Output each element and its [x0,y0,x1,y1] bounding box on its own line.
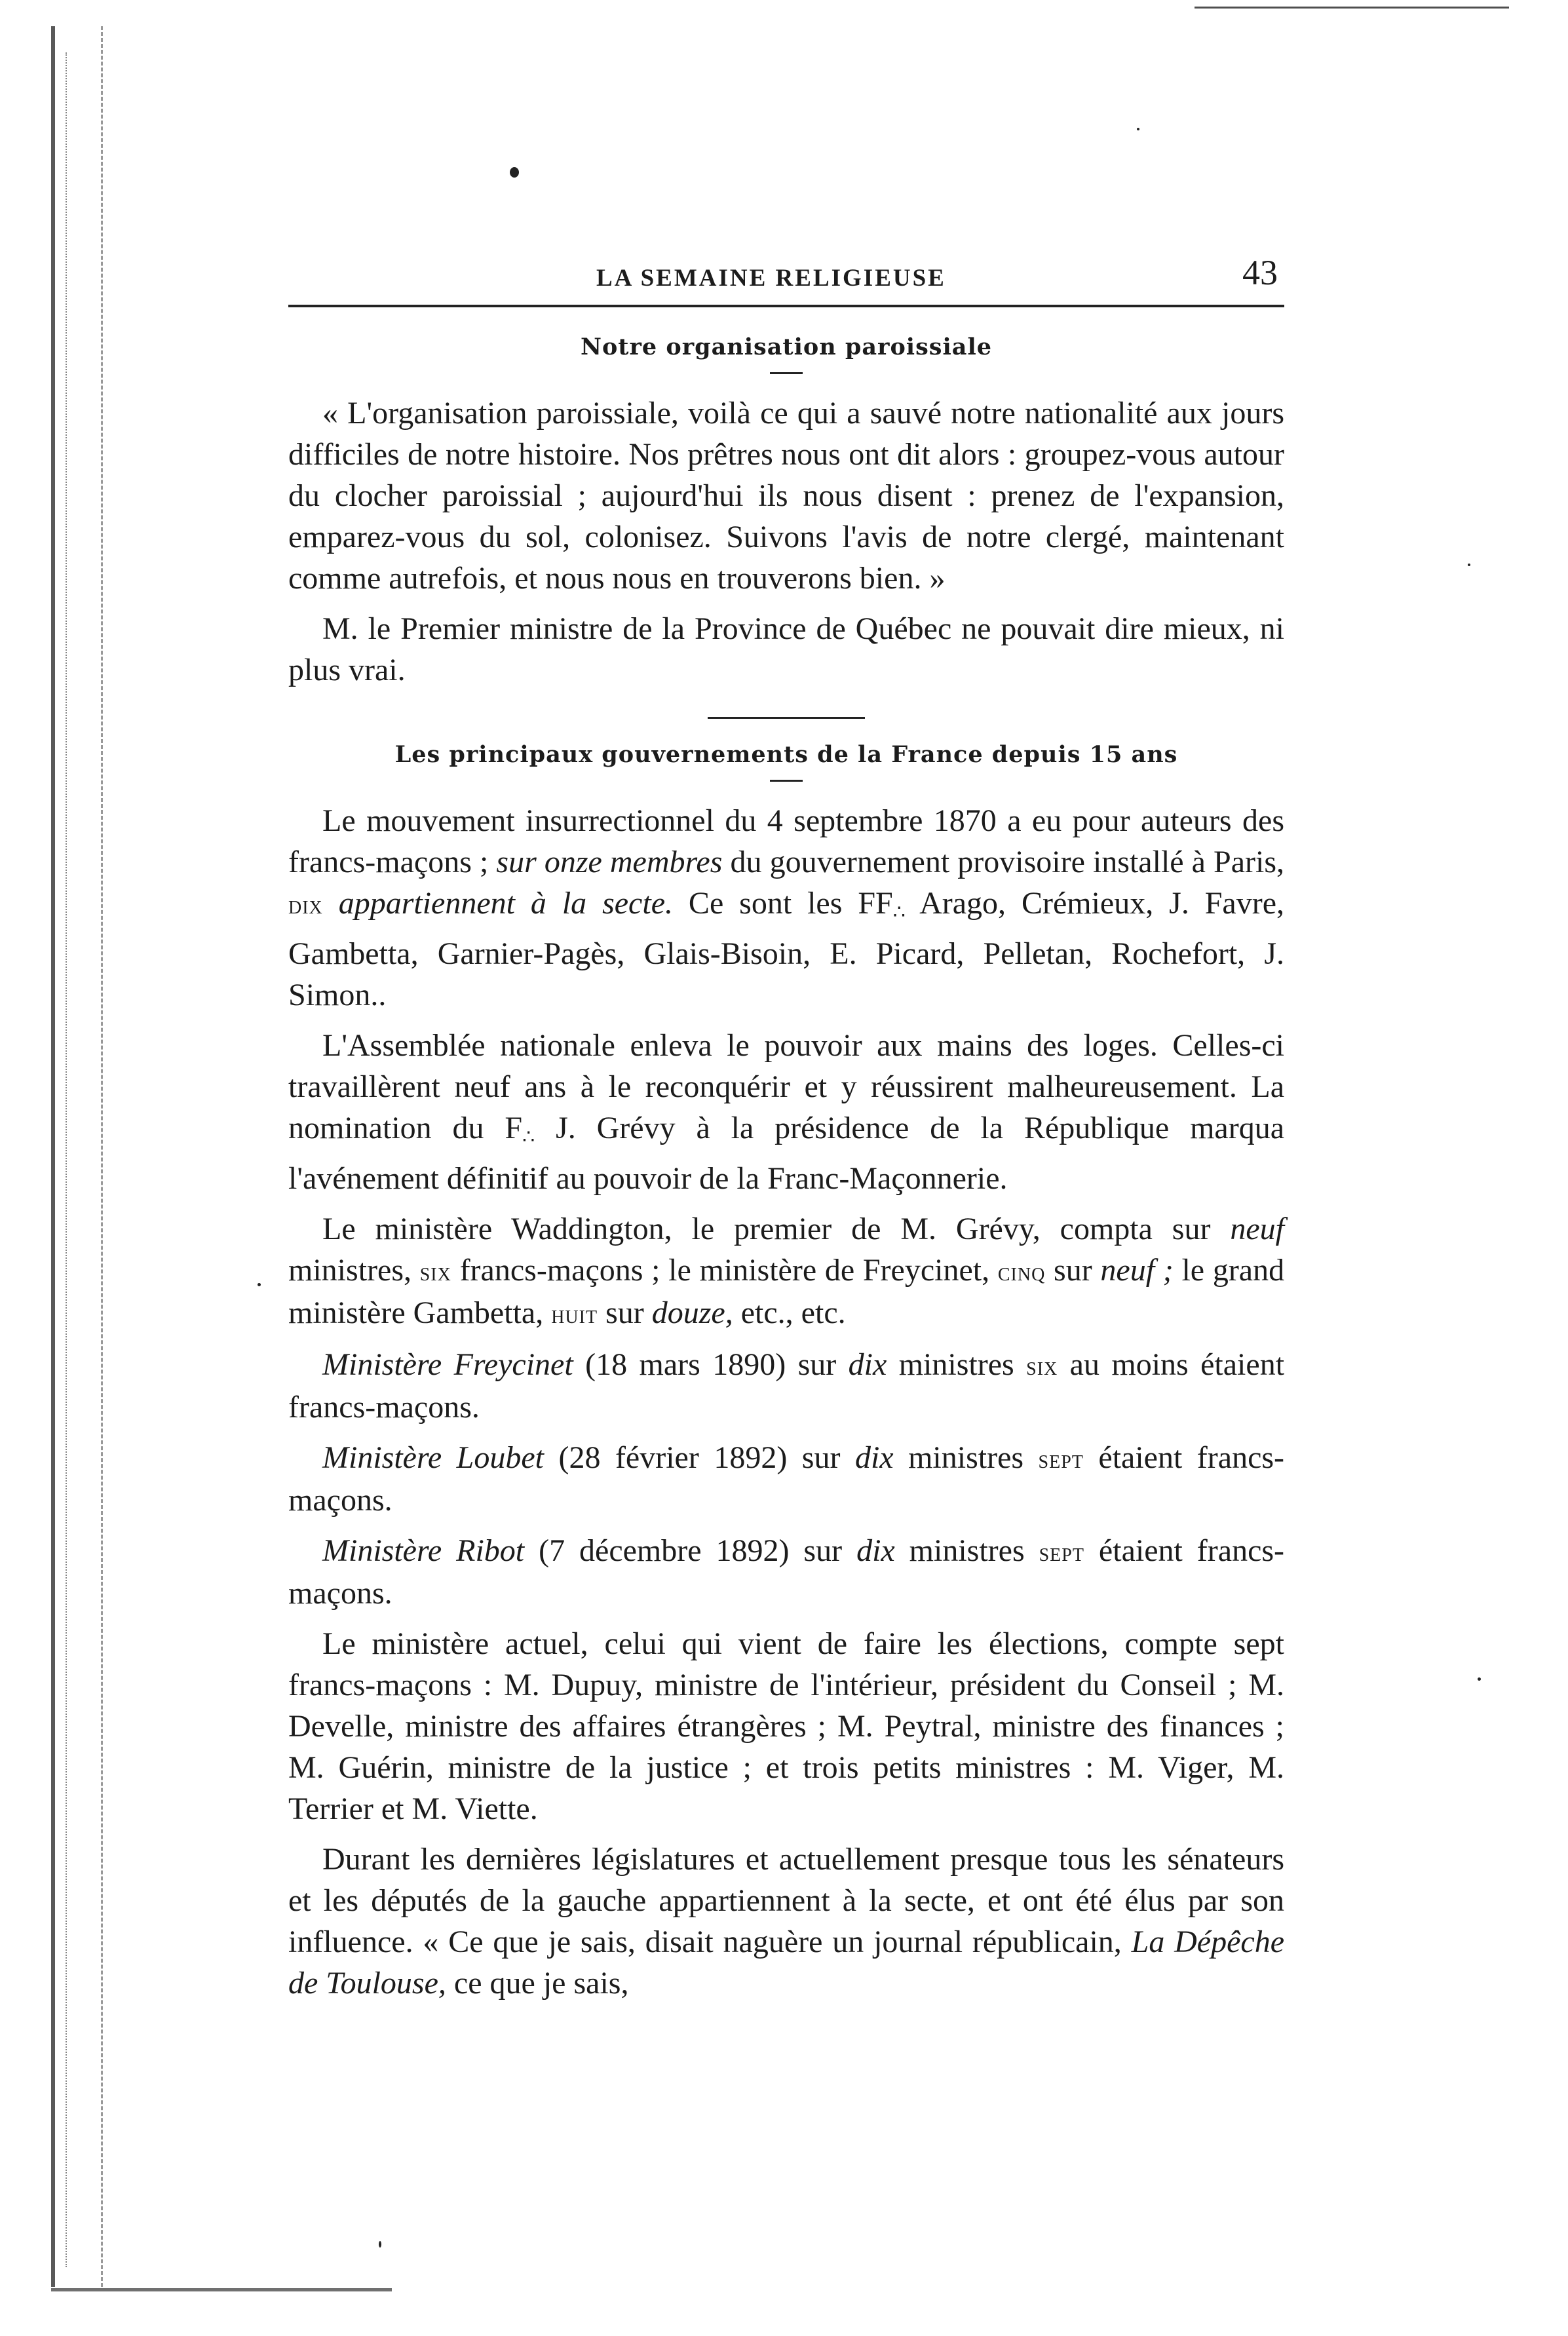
masonic-symbol: ∴ [522,1126,535,1148]
ink-speck [258,1283,261,1286]
paragraph-waddington: Le ministère Waddington, le premier de M. Grévy, compta sur neuf ministres, six francs-maçons ; le ministère de Freycinet, cinq sur neuf ; le grand ministère Gambetta, huit sur douze, etc., etc. [288,1212,1285,1330]
ink-speck [510,167,519,178]
paragraph-ribot: Ministère Ribot (7 décembre 1892) sur dix ministres sept étaient francs-maçons. [288,1533,1285,1611]
paragraph-legislatures: Durant les dernières législatures et actuellement presque tous les sénateurs et les députés de la gauche appartiennent à la secte, et ont été élus par son influence. « Ce que je sais, disait naguère un journal républicain, La Dépêche de Toulouse, ce que je sais, [288,1842,1285,2001]
masonic-symbol: ∴ [892,902,906,923]
ink-speck [1478,1677,1481,1681]
paragraph-1870: Le mouvement insurrectionnel du 4 septembre 1870 a eu pour auteurs des francs-maçons ; sur onze membres du gouvernement provisoire installé à Paris, dix appartiennent à la secte. Ce sont les $FF_\therefore$ Arago, Crémieux, J. Favre, Gambetta, Garnier-Pagès, Glais-Bisoin, E. Picard, Pelletan, Rochefort, J. Simon.. [288,803,1285,1012]
comment-paragraph: M. le Premier ministre de la Province de Québec ne pouvait dire mieux, ni plus vrai. [288,611,1284,687]
section-separator [708,717,865,719]
paragraph-loubet: Ministère Loubet (28 février 1892) sur dix ministres sept étaient francs-maçons. [288,1440,1285,1518]
running-title: LA SEMAINE RELIGIEUSE [596,265,946,292]
page-number: 43 [1242,253,1278,292]
running-header [288,252,1284,307]
paragraph-assemblee: L'Assemblée nationale enleva le pouvoir aux mains des loges. Celles-ci travaillèrent neuf ans à le reconquérir et y réussirent malheureusement. La nomination du $F_\therefore$ J. Grévy à la présidence de la République marqua l'avénement définitif au pouvoir de la Franc-Maçonnerie. [288,1028,1285,1196]
ink-speck [379,2241,381,2248]
scan-edge-top [1195,7,1509,9]
ink-speck [1137,128,1139,130]
section-title-paroisse: Notre organisation paroissiale [580,334,993,360]
scan-edge-bottom [51,2288,392,2291]
title-dash [770,372,803,374]
ink-speck [1468,564,1470,566]
section-title-gouvernements: Les principaux gouvernements de la France depuis 15 ans [394,741,1178,768]
paragraph-freycinet: Ministère Freycinet (18 mars 1890) sur dix ministres six au moins étaient francs-maçons. [288,1347,1285,1425]
page-content [288,252,1284,2013]
quote-paragraph: « L'organisation paroissiale, voilà ce qui a sauvé notre nationalité aux jours difficiles de notre histoire. Nos prêtres nous ont dit alors : groupez-vous autour du clocher paroissial ; aujourd'hui ils nous disent : prenez de l'expansion, emparez-vous du sol, colonisez. Suivons l'avis de notre clergé, maintenant comme autrefois, et nous nous en trouverons bien. » [288,396,1284,596]
scan-edge-left-inner [66,52,80,2267]
title-dash [770,780,803,782]
paragraph-ministere-actuel: Le ministère actuel, celui qui vient de faire les élections, compte sept francs-maçons : M. Dupuy, ministre de l'intérieur, président du Conseil ; M. Develle, ministre des affaires étrangères ; M. Peytral, ministre des finances ; M. Guérin, ministre de la justice ; et trois petits ministres : M. Viger, M. Terrier et M. Viette. [288,1626,1284,1826]
